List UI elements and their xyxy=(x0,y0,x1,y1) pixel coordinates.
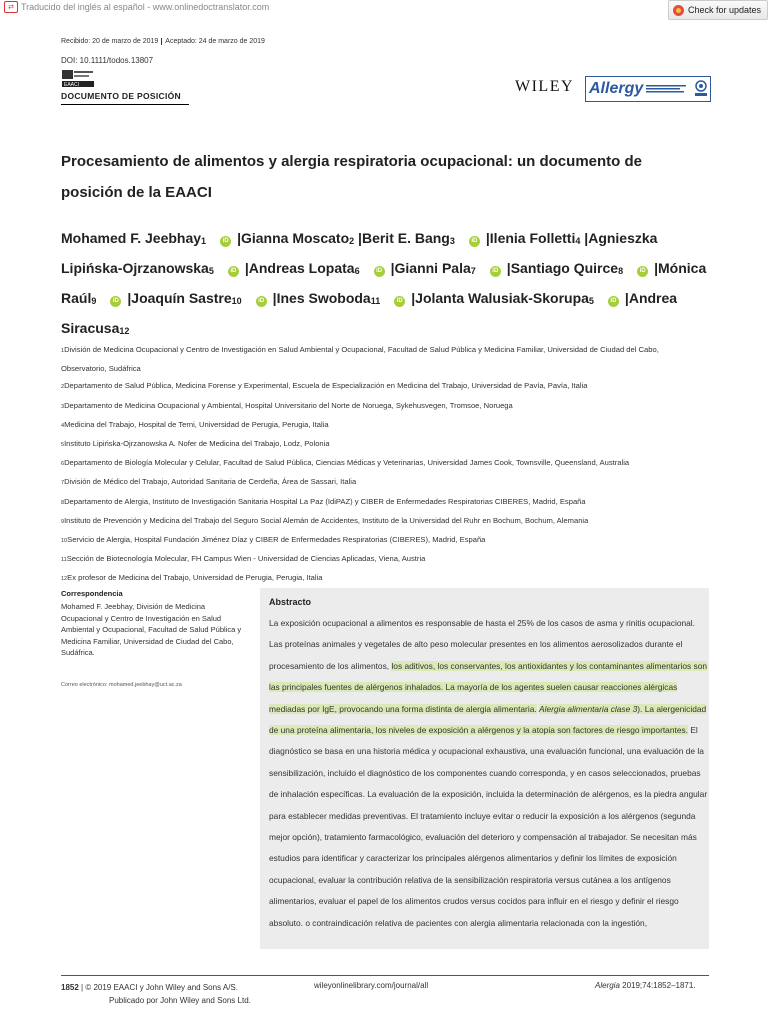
correspondence-heading: Correspondencia xyxy=(61,589,123,598)
author xyxy=(415,290,625,306)
footer-rule xyxy=(61,975,709,976)
affiliation-text: Instituto Lipińska-Ojrzanowska A. Nofer de Medicina del Trabajo, Lodz, Polonia xyxy=(64,439,330,449)
author xyxy=(511,260,654,276)
affiliation-number: 2 xyxy=(61,384,65,391)
author xyxy=(241,230,354,246)
doi[interactable]: DOI: 10.1111/todos.13807 xyxy=(61,56,154,65)
affiliation-text: Ex profesor de Medicina del Trabajo, Universidad de Perugia, Perugia, Italia xyxy=(67,573,323,583)
correspondence-body: Mohamed F. Jeebhay, División de Medicina Ocupacional y Centro de Investigación en Salud Ambiental y Ocupacional, Facultad de Salud Pública y Medicina Familiar, Universidad de Ciudad del Cabo, Sudáfrica. xyxy=(61,602,242,657)
author-name[interactable]: Joaquín Sastre xyxy=(131,290,232,306)
author xyxy=(362,230,486,246)
orcid-icon[interactable]: iD xyxy=(394,296,405,307)
abstract-text xyxy=(269,613,709,934)
copyright-text: © 2019 EAACI y John Wiley and Sons A/S. xyxy=(85,983,238,992)
journal-subtitle-graphic xyxy=(646,84,690,95)
affiliation-number: 1 xyxy=(61,348,65,354)
abstract-segment: La exposición ocupacional a alimentos es responsable de hasta el 25% de los casos de asma y rinitis ocupacional. Las proteínas animales y vegetales de alto peso molecular presentes en los alimentos aerosolizados durante el procesamiento de los alimentos, xyxy=(269,618,695,671)
affiliation-text: Departamento de Medicina Ocupacional y Ambiental, Hospital Universitario del Norte de Noruega, Sykehusvegen, Tromsoe, Noruega xyxy=(64,400,513,410)
page-number: 1852 xyxy=(61,983,79,992)
affiliation-item xyxy=(61,512,691,531)
crossmark-icon xyxy=(673,5,684,16)
abstract-highlight: Alergia alimentaria clase 3 xyxy=(539,703,638,714)
affiliation-text: Servicio de Alergia, Hospital Fundación Jiménez Díaz y CIBER de Enfermedades Respiratorias (CIBERES), Madrid, España xyxy=(67,535,486,545)
document-type: DOCUMENTO DE POSICIÓN xyxy=(61,91,181,101)
orcid-icon[interactable]: iD xyxy=(608,296,619,307)
author-name[interactable]: Gianni Pala xyxy=(394,260,471,276)
author-separator: | xyxy=(506,260,511,276)
eaaci-logo-text: EAACI xyxy=(64,82,80,88)
author xyxy=(490,230,581,246)
author-name[interactable]: Mónica Raúl xyxy=(61,260,707,306)
author xyxy=(61,230,237,246)
affiliation-text: División de Medicina Ocupacional y Centro de Investigación en Salud Ambiental y Ocupacional, Facultad de Salud Pública y Medicina Familiar, Universidad de Ciudad del Cabo, Observatorio, Sudáfrica xyxy=(61,345,659,374)
affiliation-number: 4 xyxy=(61,422,65,429)
abstract-highlight: ). La alergenicidad de una proteína alimentaria, los niveles de exposición a alérgenos y la atopia son factores de riesgo importantes. xyxy=(269,703,707,736)
affiliations-list xyxy=(61,341,691,589)
author-affiliation-number: 2 xyxy=(349,236,355,246)
orcid-icon[interactable]: iD xyxy=(490,266,501,277)
author-separator: | xyxy=(272,290,277,306)
affiliation-item xyxy=(61,493,691,512)
affiliation-item xyxy=(61,435,691,454)
author xyxy=(131,290,272,306)
received-dates xyxy=(61,38,265,45)
author-name[interactable]: Mohamed F. Jeebhay xyxy=(61,230,202,246)
author-name[interactable]: Ines Swoboda xyxy=(276,290,371,306)
affiliation-item xyxy=(61,454,691,473)
author-affiliation-number: 12 xyxy=(119,326,130,336)
affiliation-item xyxy=(61,341,691,377)
affiliation-item xyxy=(61,531,691,550)
citation xyxy=(595,981,696,990)
affiliation-text: División de Médico del Trabajo, Autoridad Sanitaria de Cerdeña, Área de Sassari, Italia xyxy=(64,477,357,487)
footer-copyright: 1852 | © 2019 EAACI y John Wiley and Sons A/S. Publicado por John Wiley and Sons Ltd. xyxy=(61,983,251,1005)
affiliation-text: Departamento de Alergia, Instituto de Investigación Sanitaria Hospital La Paz (IdiPAZ) y CIBER de Enfermedades Respiratorias CIBERES, Madrid, España xyxy=(64,496,586,506)
author xyxy=(395,260,507,276)
author-affiliation-number: 6 xyxy=(354,266,360,276)
orcid-icon[interactable]: iD xyxy=(469,236,480,247)
received-date: Recibido: 20 de marzo de 2019 xyxy=(61,38,159,45)
affiliation-item xyxy=(61,397,691,416)
article-title: Procesamiento de alimentos y alergia respiratoria ocupacional: un documento de posición de la EAACI xyxy=(61,153,642,201)
published-by: Publicado por John Wiley and Sons Ltd. xyxy=(109,996,251,1005)
author-affiliation-number: 9 xyxy=(91,296,97,306)
translate-icon: ⇄ xyxy=(4,1,18,13)
citation-journal: Alergia xyxy=(595,981,620,990)
journal-url[interactable]: wileyonlinelibrary.com/journal/all xyxy=(314,981,429,990)
author-separator: | xyxy=(127,290,132,306)
top-bar xyxy=(0,0,768,18)
translation-notice[interactable] xyxy=(4,1,269,13)
author-name[interactable]: Gianna Moscato xyxy=(240,230,350,246)
author-name[interactable]: Jolanta Walusiak-Skorupa xyxy=(415,290,589,306)
author-name[interactable]: Agnieszka Lipińska-Ojrzanowska xyxy=(61,230,658,276)
author-name[interactable]: Santiago Quirce xyxy=(510,260,619,276)
affiliation-number: 11 xyxy=(61,557,67,564)
abstract-highlight: los aditivos, los conservantes, los antioxidantes y los contaminantes alimentarios son las principales fuentes de alérgenos inhalados. La mayoría de los agentes suelen causar reacciones alérgicas mediadas por IgE, provocando una forma distinta de alergia alimentaria. xyxy=(269,660,708,714)
author-affiliation-number: 5 xyxy=(208,266,214,276)
eaaci-journal-logo-icon xyxy=(693,80,709,98)
citation-details: 2019;74:1852–1871. xyxy=(619,981,696,990)
affiliation-item xyxy=(61,416,691,435)
wiley-logo: WILEY xyxy=(515,78,575,95)
orcid-icon[interactable]: iD xyxy=(374,266,385,277)
affiliation-text: Instituto de Prevención y Medicina del Trabajo del Seguro Social Alemán de Accidentes, Instituto de la Universidad del Ruhr en Bochum, Bochum, Alemania xyxy=(64,515,589,525)
author-separator: | xyxy=(654,260,658,276)
abstract-box xyxy=(260,588,709,949)
affiliation-number: 12 xyxy=(61,576,68,583)
affiliation-number: 7 xyxy=(61,480,65,487)
affiliation-text: Departamento de Salud Pública, Medicina Forense y Experimental, Escuela de Especialización en Medicina del Trabajo, Universidad de Pavía, Pavía, Italia xyxy=(64,381,588,391)
affiliation-number: 10 xyxy=(61,538,68,545)
affiliation-number: 6 xyxy=(61,461,65,468)
document-type-rule xyxy=(61,104,189,105)
accepted-date: Aceptado: 24 de marzo de 2019 xyxy=(165,38,265,45)
author-affiliation-number: 11 xyxy=(370,296,381,306)
author-separator: | xyxy=(580,230,589,246)
author-separator: | xyxy=(485,230,490,246)
author-separator: | xyxy=(354,230,362,246)
affiliation-text: Medicina del Trabajo, Hospital de Terni, Universidad de Perugia, Perugia, Italia xyxy=(64,419,329,429)
translation-text: Traducido del inglés al español - www.onlinedoctranslator.com xyxy=(21,2,270,12)
author-separator: | xyxy=(390,260,395,276)
orcid-icon[interactable]: iD xyxy=(228,266,239,277)
author-affiliation-number: 7 xyxy=(470,266,476,276)
author-separator: | xyxy=(244,260,249,276)
affiliation-text: Sección de Biotecnología Molecular, FH Campus Wien - Universidad de Ciencias Aplicadas, Viena, Austria xyxy=(66,554,426,564)
author-affiliation-number: 8 xyxy=(618,266,624,276)
author-affiliation-number: 10 xyxy=(231,296,242,306)
author-affiliation-number: 1 xyxy=(201,236,207,246)
orcid-icon[interactable]: iD xyxy=(110,296,121,307)
affiliation-number: 9 xyxy=(61,518,65,525)
journal-name: Allergy xyxy=(589,80,644,97)
author-name[interactable]: Berit E. Bang xyxy=(361,230,450,246)
allergy-journal-logo xyxy=(585,76,711,102)
author-separator: | xyxy=(411,290,416,306)
author-name[interactable]: Andrea Siracusa xyxy=(61,290,678,336)
abstract-heading: Abstracto xyxy=(269,597,312,607)
author-separator: | xyxy=(237,230,241,246)
orcid-icon[interactable]: iD xyxy=(637,266,648,277)
affiliation-item xyxy=(61,377,691,396)
affiliation-number: 3 xyxy=(61,403,65,410)
affiliation-number: 8 xyxy=(61,499,65,506)
check-for-updates-label: Check for updates xyxy=(688,5,762,15)
author-list xyxy=(61,225,721,345)
author-affiliation-number: 5 xyxy=(588,296,594,306)
affiliation-number: 5 xyxy=(61,442,65,449)
author-separator: | xyxy=(624,290,629,306)
abstract-segment: El diagnóstico se basa en una historia médica y ocupacional exhaustiva, una evaluación funcional, una evaluación de la sensibilización, incluido el diagnóstico de los componentes cuando corresponda, y en casos seleccionados, pruebas de inhalación específicas. La evaluación de la exposición, incluida la determinación de alérgenos, es la piedra angular para establecer medidas preventivas. El tratamiento incluye evitar o reducir la exposición a los alérgenos (segunda mejor opción), tratamiento farmacológico, evaluación del deterioro y compensación al trabajador. Se necesitan más estudios para identificar y caracterizar los principales alérgenos alimentarios y definir los límites de exposición ocupacional, evaluar la contribución relativa de la sensibilización respiratoria versus cutánea a los antígenos alimentarios, evaluar el papel de los alimentos crudos versus cocidos para influir en el riesgo y definir el riesgo absoluto. o contraindicación relativa de pacientes con alergia alimentaria relacionada con la ingestión, xyxy=(269,725,708,928)
affiliation-item xyxy=(61,550,691,569)
affiliation-item xyxy=(61,473,691,492)
affiliation-text: Departamento de Biología Molecular y Celular, Facultad de Salud Pública, Ciencias Médicas y Veterinarias, Universidad James Cook, Townsville, Queensland, Australia xyxy=(64,458,630,468)
author-affiliation-number: 3 xyxy=(449,236,455,246)
orcid-icon[interactable]: iD xyxy=(220,236,231,247)
author-affiliation-number: 4 xyxy=(575,236,581,246)
eaaci-logo-icon xyxy=(61,69,95,89)
author-name[interactable]: Andreas Lopata xyxy=(248,260,355,276)
check-for-updates-button[interactable] xyxy=(668,0,768,20)
correspondence-email[interactable]: Correo electrónico: mohamed.jeebhay@uct.ac.za xyxy=(61,682,182,688)
orcid-icon[interactable]: iD xyxy=(256,296,267,307)
author xyxy=(277,290,412,306)
affiliation-item xyxy=(61,569,691,588)
author xyxy=(249,260,391,276)
author-name[interactable]: Ilenia Folletti xyxy=(489,230,576,246)
